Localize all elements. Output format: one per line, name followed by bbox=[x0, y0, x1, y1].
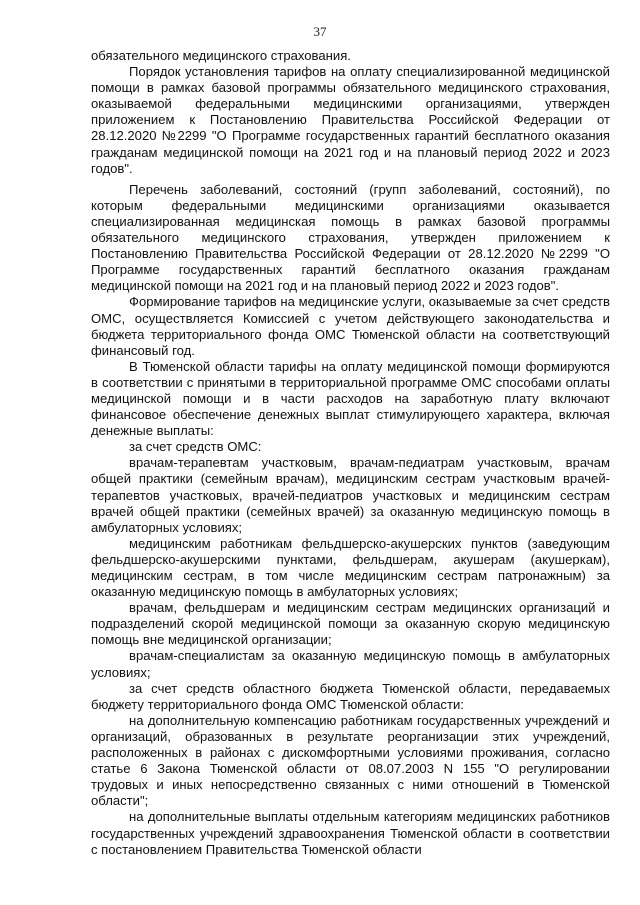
list-item-compensation: на дополнительную компенсацию работникам государственных учреждений и организаций, образованных в результате реорганизации этих учреждений, расположенных в районах с дискомфортными условиями проживания, согласно статье 6 Закона Тюменской области от 08.07.2003 N 155 "О регулировании трудовых и иных непосредственно связанных с ними отношений в Тюменской области"; bbox=[91, 712, 610, 809]
paragraph-tyumen-tariffs: В Тюменской области тарифы на оплату медицинской помощи формируются в соответствии с принятыми в территориальной программе ОМС способами оплаты медицинской помощи и в части расходов на заработную плату включают финансовое обеспечение денежных выплат стимулирующего характера, включая денежные выплаты: bbox=[91, 358, 610, 439]
list-item-specialists: врачам-специалистам за оказанную медицинскую помощь в амбулаторных условиях; bbox=[91, 648, 610, 680]
list-item-emergency-staff: врачам, фельдшерам и медицинским сестрам медицинских организаций и подразделений скорой медицинской помощи за оказанную скорую медицинскую помощь вне медицинской организации; bbox=[91, 600, 610, 648]
paragraph-regional-budget: за счет средств областного бюджета Тюменской области, передаваемых бюджету территориального фонда ОМС Тюменской области: bbox=[91, 680, 610, 712]
paragraph-disease-list: Перечень заболеваний, состояний (групп заболеваний, состояний), по которым федеральными медицинскими организациями оказывается специализированная медицинская помощь в рамках базовой программы обязательного медицинского страхования, утвержден приложением к Постановлению Правительства Российской Федерации от 28.12.2020 №2299 "О Программе государственных гарантий бесплатного оказания гражданам медицинской помощи на 2021 год и на плановый период 2022 и 2023 годов". bbox=[91, 181, 610, 294]
list-item-additional-payments: на дополнительные выплаты отдельным категориям медицинских работников государственных учреждений здравоохранения Тюменской области в соответствии с постановлением Правительства Тюменской области bbox=[91, 809, 610, 857]
list-item-therapists: врачам-терапевтам участковым, врачам-педиатрам участковым, врачам общей практики (семейным врачам), медицинским сестрам участковым врачей-терапевтов участковых, врачей-педиатров участковых и медицинским сестрам врачей общей практики (семейных врачей) за оказанную медицинскую помощь в амбулаторных условиях; bbox=[91, 455, 610, 535]
paragraph-continuation: обязательного медицинского страхования. bbox=[91, 48, 351, 63]
paragraph-tariff-formation: Формирование тарифов на медицинские услуги, оказываемые за счет средств ОМС, осуществляется Комиссией с учетом действующего законодательства и бюджета территориального фонда ОМС Тюменской области на соответствующий финансовый год. bbox=[91, 294, 610, 358]
page-number: 37 bbox=[313, 24, 327, 39]
list-item-feldsher-points: медицинским работникам фельдшерско-акушерских пунктов (заведующим фельдшерско-акушерскими пунктами, фельдшерам, акушерам (акушеркам), медицинским сестрам, в том числе медицинским сестрам патронажным) за оказанную медицинскую помощь в амбулаторных условиях; bbox=[91, 535, 610, 600]
paragraph-oms-funds: за счет средств ОМС: bbox=[129, 439, 262, 455]
paragraph-tariff-procedure: Порядок установления тарифов на оплату специализированной медицинской помощи в рамках базовой программы обязательного медицинского страхования, оказываемой федеральными медицинскими организациями, утвержден приложением к Постановлению Правительства Российской Федерации от 28.12.2020 №2299 "О Программе государственных гарантий бесплатного оказания гражданам медицинской помощи на 2021 год и на плановый период 2022 и 2023 годов". bbox=[91, 64, 610, 176]
document-body bbox=[91, 48, 610, 858]
